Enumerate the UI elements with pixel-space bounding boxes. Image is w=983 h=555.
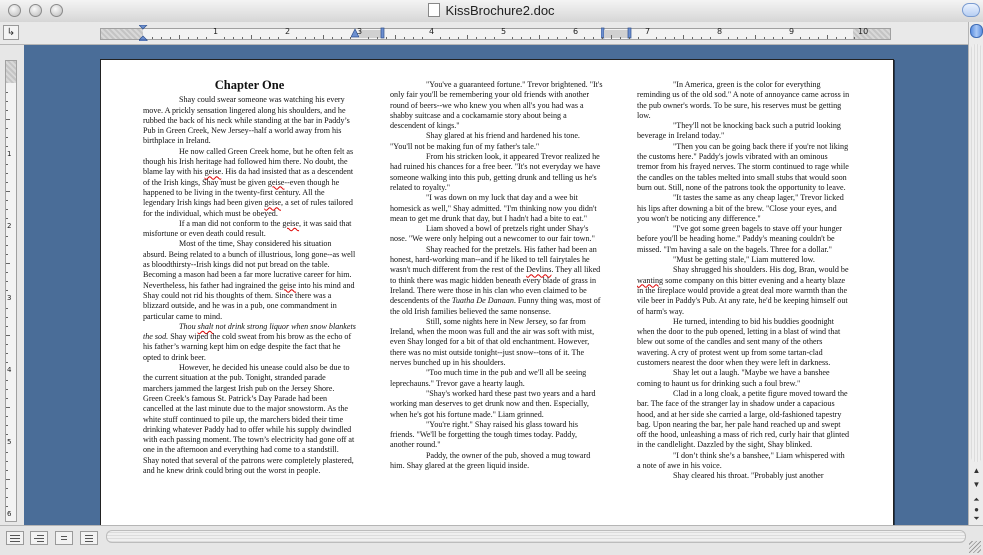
ruler-number: 8 [717,27,723,36]
ruler-tick [6,209,8,210]
ruler-tick [161,37,162,39]
ruler-tick [233,37,234,39]
paragraph[interactable]: "You've a guaranteed fortune." Trevor brightened. "It's only fair you'll be remembering your old friends with another round of beers--we who knew you when all's you had was a shabby suitcase and a cockamamie story about being a descendent of kings." [390,80,603,131]
paragraph[interactable]: If a man did not conform to the geise, it was said that misfortune or even death could result. [143,218,352,239]
ruler-tick [323,35,324,39]
ruler-tick [827,35,828,39]
ruler-tick [521,37,522,39]
paragraph[interactable]: He turned, intending to bid his buddies goodnight when the door to the pub opened, letting in a blast of wind that blew out some of the candles and sent many of the others wavering. A cry of protest went up from some tartan-clad customers nearest the door when they were left in darkness. [637,316,841,368]
ruler-tick [584,37,585,39]
ruler-tick [206,37,207,39]
toolbar-toggle-button[interactable] [962,3,980,17]
misspelled-word[interactable]: Devlins [526,265,552,275]
misspelled-word[interactable]: wanting [637,275,664,285]
ruler-tick [782,37,783,39]
ruler-tick [6,389,8,390]
paragraph[interactable]: Still, some nights here in New Jersey, so far from Ireland, when the moon was full and the air was soft with mist, even Shay longed for a bit of that old enchantment. However, there was no mist outside tonight--just snow--tons of it. The nerves bunched up in his shoulders. [390,316,595,368]
ruler-tick [404,37,405,39]
ruler-tick [836,37,837,39]
ruler-tick [845,37,846,39]
paragraph[interactable]: Thou shalt not drink strong liquor when snow blankets the sod. Shay wiped the cold sweat from his brow as the echo of his father’s warning kept him on edge despite the fact that he opted to drink beer. [143,321,356,362]
ruler-tick [305,37,306,39]
ruler-tick [422,37,423,39]
ruler-tick [224,37,225,39]
ruler-tick [6,506,8,507]
ruler-tick [854,37,855,39]
ruler-tick [6,353,8,354]
ruler-tick [242,37,243,39]
ruler-tick [6,470,8,471]
paragraph[interactable]: "You're right." Shay raised his glass toward his friends. "We'll be forgetting the tough times today. Paddy, another round." [390,419,579,450]
ruler-tick [386,37,387,39]
ruler-tick [6,110,8,111]
ruler-tick [6,308,8,309]
ruler-tick [701,37,702,39]
paragraph[interactable]: Shay could swear someone was watching his every move. A prickly sensation lingered along his shoulders, and he rubbed the back of his neck while standing at the bar in Paddy’s Pub in Green Creek, New Jersey--half a world away from his birthplace in Ireland. [143,95,350,146]
ruler-tick [449,37,450,39]
text-column-3[interactable] [637,80,850,482]
paragraph[interactable]: Shay cleared his throat. "Probably just another [673,471,824,481]
paragraph[interactable]: "I've got some green bagels to stave off your hunger before you'll be heading home." Paddy's meaning couldn't be missed. "I'm having a sale on the bagels. Three for a dollar." [637,224,842,254]
ruler-tick [6,434,8,435]
ruler-tick [485,37,486,39]
horizontal-scrollbar[interactable] [106,530,966,543]
tab-selector-button[interactable]: ↳ [3,25,19,40]
title-bar [0,0,983,23]
ruler-number: 6 [573,27,579,36]
ruler-tick [710,37,711,39]
ruler-tick [6,398,8,399]
ruler-tick [800,37,801,39]
ruler-tick [314,37,315,39]
ruler-tick [341,37,342,39]
paragraph[interactable]: "I don’t think she’s a banshee," Liam whispered with a note of awe in his voice. [637,450,845,470]
ruler-tick [350,37,351,39]
ruler-tick [692,37,693,39]
next-page-icon[interactable]: ⏷ [973,514,980,523]
ruler-tick [6,146,8,147]
ruler-tick [665,37,666,39]
ruler-tick [6,317,8,318]
ruler-tick [413,37,414,39]
ruler-tick [6,137,8,138]
paragraph[interactable]: "Then you can be going back there if you're not liking the customs here." Paddy's jowls vibrated with an ominous tremor from his frayed nerves. The storm continued to rage while the candles on the tables melted into small stubs that would soon burn out. Still, none of the patrons took the opportunity to leave. [637,141,849,192]
normal-view-button[interactable] [6,531,24,545]
document-page[interactable] [100,59,894,525]
ruler-tick [746,37,747,39]
ruler-number: 1 [7,150,12,158]
ruler-tick [6,479,10,480]
ruler-tick [6,245,8,246]
ruler-tick [530,37,531,39]
ruler-number: 10 [858,27,869,36]
top-margin-shade [6,61,16,83]
misspelled-word[interactable]: geise [264,198,282,208]
ruler-tick [6,254,8,255]
ruler-bar [0,22,983,45]
paragraph[interactable]: Paddy, the owner of the pub, shoved a mug toward him. Shay glared at the green liquid inside. [390,450,591,470]
ruler-number: 3 [7,294,12,302]
document-workspace[interactable] [24,45,968,525]
paragraph[interactable]: "Must be getting stale," Liam muttered low. [673,255,815,265]
left-margin-shade [101,29,143,39]
ruler-number: 6 [7,510,12,518]
ruler-tick [6,362,8,363]
ruler-tick [548,37,549,39]
ruler-tick [6,290,8,291]
ruler-tick [620,37,621,39]
paragraph[interactable]: Liam shoved a bowl of pretzels right under Shay's nose. "We were only helping out a newcomer to our fair town." [390,224,595,244]
ruler-tick [638,37,639,39]
ruler-tick [6,200,8,201]
misspelled-word[interactable]: geise [279,280,297,290]
paragraph[interactable]: "I was down on my luck that day and a wee bit homesick as well," Shay admitted. "I'm thinking now you didn't mean to get me drunk that day, but I hadn't had a bite to eat." [390,193,597,223]
split-box[interactable] [970,24,983,38]
ruler-tick [602,37,603,39]
paragraph[interactable]: However, he decided his unease could also be due to the current situation at the pub. Tonight, stranded parade marchers jammed the largest Irish pub on the Jersey Shore. Green Creek’s famous St. Patrick’s Day Parade had been cancelled at the last minute due to the major snowstorm. As the white stuff continued to pile up, the marchers bided their time drinking whatever Paddy had to offer while his supply dwindled with each passing moment. The town’s electricity had gone off at one in the afternoon and everything had come to a standstill. Shay noted that several of the patrons were completely plastered, and he knew drink could bring out the worst in people. [143,363,355,475]
ruler-number: 9 [789,27,795,36]
ruler-tick [566,37,567,39]
paragraph[interactable]: "In America, green is the color for everything reminding us of the old sod." A note of annoyance came across in the pub owner's words. To be sure, his reserves must be getting low. [637,80,850,120]
ruler-tick [6,488,8,489]
ruler-tick [6,326,8,327]
ruler-tick [6,407,10,408]
page-layout-view-button[interactable] [55,531,73,545]
ruler-number: 4 [429,27,435,36]
ruler-tick [6,236,8,237]
window-title [0,3,983,18]
notebook-layout-view-button[interactable] [80,531,98,545]
ruler-tick [611,35,612,39]
paragraph[interactable]: "They'll not be knocking back such a putrid looking beverage in Ireland today." [637,121,841,141]
paragraph[interactable]: Shay glared at his friend and hardened his tone. "You'll not be making fun of my father's tale." [390,131,580,151]
ruler-tick [179,35,180,39]
ruler-tick [6,416,8,417]
ruler-tick [818,37,819,39]
ruler-tick [6,380,8,381]
ruler-number: 1 [213,27,219,36]
ruler-tick [278,37,279,39]
paragraph[interactable]: "Too much time in the pub and we'll all be seeing leprechauns." Trevor gave a hearty laugh. [390,368,587,388]
paragraph[interactable]: Clad in a long cloak, a petite figure moved toward the bar. The face of the stranger lay in shadow under a capacious hood, and at her side she carried a large, old-fashioned tapestry bag. Upon nearing the bar, her pale hand reached up and swept off the hood, unleashing a mass of rich red, curly hair that glinted in the candlelight. Dazzled by the sight, Shay blinked. [637,388,850,450]
paragraph[interactable]: Shay let out a laugh. "Maybe we have a banshee coming to haunt us for drinking such a foul brew." [637,368,830,388]
paragraph[interactable]: From his stricken look, it appeared Trevor realized he had ruined his chances for a free beer. "It's not everyday we have someone walking into this pub, getting drunk and telling us he's related to royalty." [390,152,601,192]
ruler-tick [6,335,10,336]
paragraph[interactable]: "It tastes the same as any cheap lager," Trevor licked his lips after downing a bit of the brew. "Close your eyes, and you won't be noticing any difference." [637,193,844,223]
scroll-up-arrow-icon[interactable]: ▲ [972,466,981,475]
previous-page-icon[interactable]: ⏶ [973,495,980,504]
misspelled-word[interactable]: geise [204,167,222,177]
ruler-tick [6,272,8,273]
ruler-number: 7 [645,27,651,36]
ruler-tick [755,35,756,39]
window-title-text: KissBrochure2.doc [445,3,555,18]
ruler-tick [683,35,684,39]
ruler-tick [6,164,8,165]
ruler-tick [6,281,8,282]
chapter-heading: Chapter One [214,78,285,92]
ruler-tick [6,497,8,498]
ruler-tick [512,37,513,39]
ruler-tick [170,37,171,39]
ruler-number: 2 [7,222,12,230]
scroll-down-arrow-icon[interactable]: ▼ [972,480,981,489]
ruler-number: 5 [7,438,12,446]
ruler-tick [6,344,8,345]
text-column-1[interactable] [143,80,356,476]
horizontal-ruler[interactable] [100,28,891,40]
text-column-2[interactable] [390,80,603,471]
ruler-tick [6,263,10,264]
ruler-tick [476,37,477,39]
ruler-number: 4 [7,366,12,374]
ruler-tick [674,37,675,39]
ruler-tick [377,37,378,39]
ruler-tick [152,37,153,39]
ruler-tick [6,452,8,453]
ruler-tick [332,37,333,39]
misspelled-word[interactable]: shalt [197,321,214,331]
ruler-tick [728,37,729,39]
ruler-tick [773,37,774,39]
ruler-tick [467,35,468,39]
ruler-tick [539,35,540,39]
ruler-tick [440,37,441,39]
ruler-tick [6,128,8,129]
ruler-tick [6,461,8,462]
ruler-tick [296,37,297,39]
ruler-tick [251,35,252,39]
paragraph[interactable]: Shay reached for the pretzels. His father had been an honest, hard-working man--and if he liked to tell fairytales he wasn't much different from the rest of the Devlins. They all liked to think there was magic hidden beneath every blade of grass in Ireland. There were those in his clan who even claimed to be descendents of the Tuatha De Danaan. Funny thing was, most of the old Irish families believed the same nonsense. [390,244,601,316]
misspelled-word[interactable]: geise [267,177,285,187]
ruler-number: 3 [357,27,363,36]
ruler-tick [6,218,8,219]
ruler-tick [557,37,558,39]
ruler-tick [260,37,261,39]
ruler-tick [6,101,8,102]
ruler-tick [368,37,369,39]
ruler-tick [395,35,396,39]
ruler-tick [197,37,198,39]
left-panel [0,45,24,525]
ruler-tick [656,37,657,39]
ruler-number: 5 [501,27,507,36]
ruler-tick [494,37,495,39]
resize-grip-icon[interactable] [969,541,981,553]
browse-object-icon[interactable]: ● [974,505,979,514]
ruler-tick [6,119,10,120]
vertical-scrollbar[interactable] [968,22,983,525]
ruler-tick [629,37,630,39]
paragraph[interactable]: He now called Green Creek home, but he often felt as though his Irish heritage had followed him there. No doubt, the blame lay with his geise. His da had insisted that as a descendent of the Irish kings, Shay must be given geise--even though he happened to be living in the twenty-first century. All the legendary Irish kings had been given geise, a set of rules tailored for the individual, which must be obeyed. [143,146,354,218]
paragraph[interactable]: Shay shrugged his shoulders. His dog, Bran, would be wanting some company on this bitter evening and a hearty blaze in the fireplace would provide a great deal more warmth than the vile beer in Paddy's Pub. At any rate, he'd be keeping himself out of harm's way. [637,265,849,316]
ruler-tick [593,37,594,39]
misspelled-word[interactable]: geise [282,218,300,228]
ruler-tick [764,37,765,39]
paragraph[interactable]: "Shay's worked hard these past two years and a hard working man deserves to get drunk now and then. Especially, when he's got his fortune made." Liam grinned. [390,388,596,419]
ruler-tick [6,182,8,183]
ruler-tick [809,37,810,39]
ruler-tick [737,37,738,39]
ruler-tick [269,37,270,39]
ruler-tick [458,37,459,39]
ruler-tick [6,92,8,93]
outline-view-button[interactable] [30,531,48,545]
column-1-body[interactable] [143,95,356,476]
ruler-tick [6,191,10,192]
ruler-tick [188,37,189,39]
ruler-tick [6,173,8,174]
bottom-bar [0,525,983,555]
paragraph[interactable]: Most of the time, Shay considered his situation absurd. Being related to a bunch of illustrious, long gone--as well as bloodthirsty--Irish kings did not put bread on the table. Becoming a mason had been a far more lucrative career for him. Nevertheless, his father had ingrained the geise into his mind and Shay could not rid his thoughts of them. Since there was a blizzard outside, and he was in a pub, one commandment in particular came to mind. [143,239,356,321]
document-icon [428,3,440,17]
ruler-number: 2 [285,27,291,36]
vertical-ruler[interactable] [5,60,17,522]
vertical-scroll-track[interactable] [971,44,982,462]
ruler-tick [6,425,8,426]
